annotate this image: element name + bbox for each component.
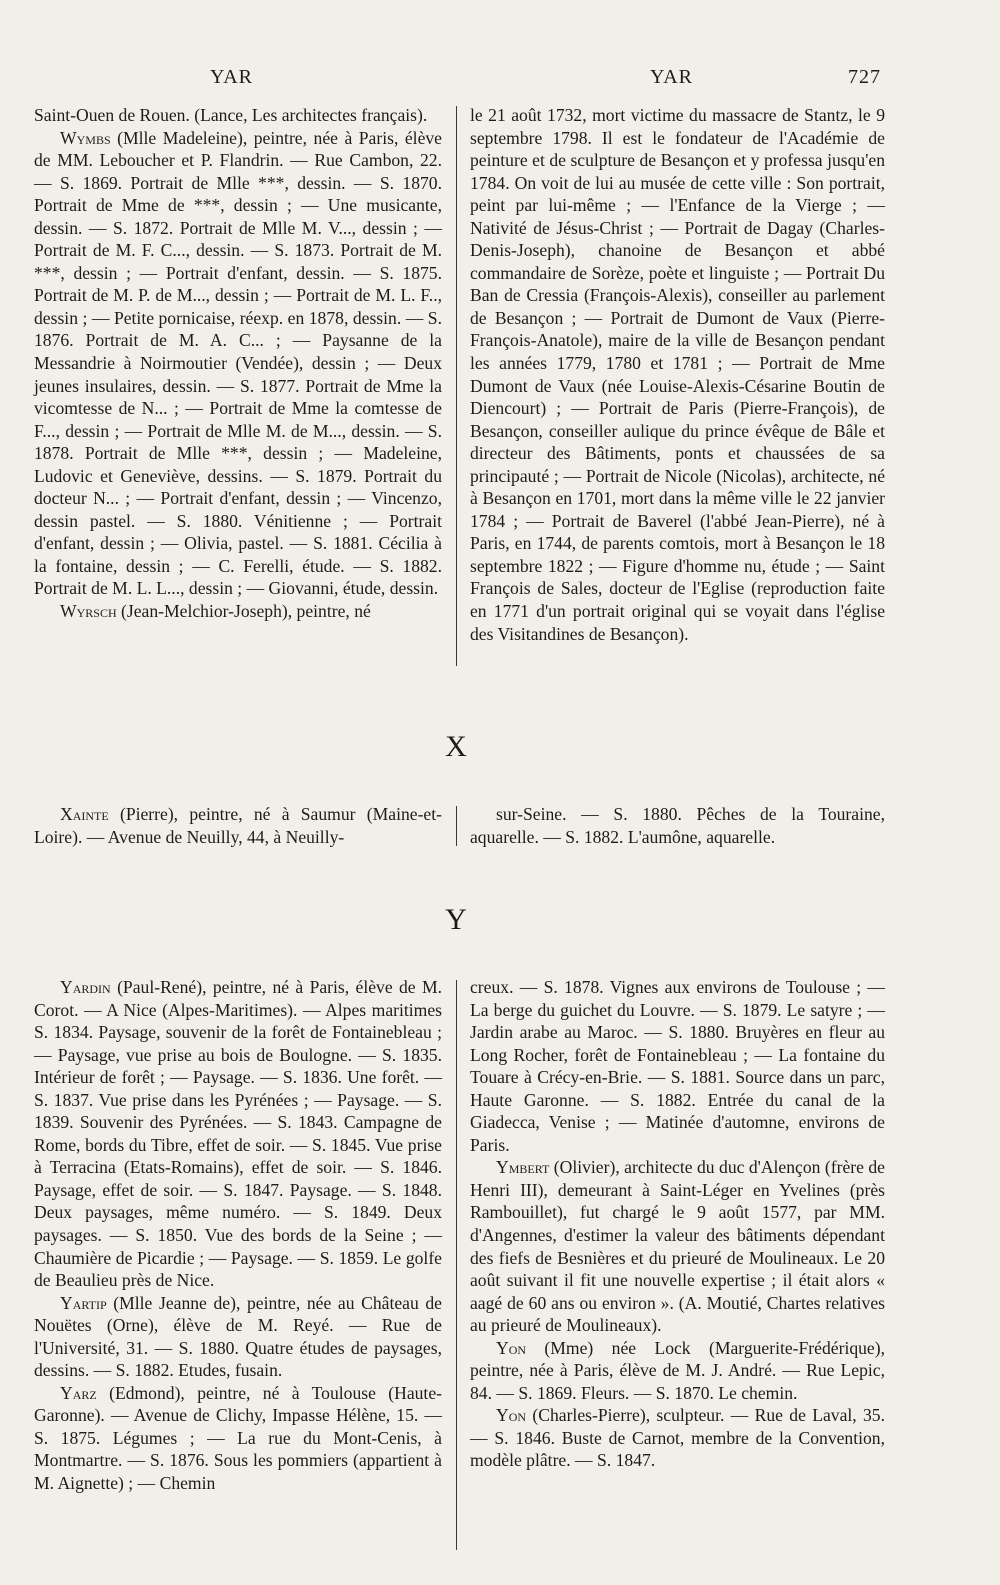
entry-name: Wymbs [60,127,111,148]
entry-name: Yarz [60,1382,97,1403]
column-divider-top [456,106,457,666]
entry-paragraph [470,1337,885,1405]
entry-text: le 21 août 1732, mort victime du massacre de Stantz, le 9 septembre 1798. Il est le fondateur de l'Académie de peinture et de sculpture de Besançon et y professa jusqu'en 1784. On voit de lui au musée de cette ville : Son portrait, peint par lui-même ; — l'Enfance de la Vierge ; — Nativité de Jésus-Christ ; — Portrait de Dagay (Charles-Denis-Joseph), chanoine de Besançon et abbé commandaire de Sorèze, poète et linguiste ; — Portrait Du Ban de Cressia (François-Alexis), conseiller au parlement de Besançon ; — Portrait de Dumont de Vaux (Pierre-François-Anatole), maire de la ville de Besançon pendant les années 1779, 1780 et 1781 ; — Portrait de Mme Dumont de Vaux (née Louise-Alexis-Césarine Boutin de Diencourt) ; — Portrait de Paris (Pierre-François), de Besançon, conseiller aulique du prince évêque de Bâle et directeur des Bâtiments, ponts et chaussées de sa principauté ; — Portrait de Nicole (Nicolas), architecte, né à Besançon en 1701, mort dans la même ville le 22 janvier 1784 ; — Portrait de Baverel (l'abbé Jean-Pierre), né à Paris, en 1744, de parents comtois, mort à Besançon le 18 septembre 1822 ; — Figure d'homme nu, étude ; — Saint François de Sales, docteur de l'Eglise (reproduction faite en 1771 d'un portrait original qui se voyait dans l'église des Visitandines de Besançon). [470,105,885,644]
entry-paragraph [34,104,442,127]
entry-text: (Paul-René), peintre, né à Paris, élève de M. Corot. — A Nice (Alpes-Maritimes). — Alpes maritimes S. 1834. Paysage, souvenir de la forêt de Fontainebleau ; — Paysage, vue prise au bois de Boulogne. — S. 1835. Intérieur de forêt ; — Paysage. — S. 1836. Une forêt. — S. 1837. Vue prise dans les Pyrénées ; — Paysage. — S. 1839. Souvenir des Pyrénées. — S. 1843. Campagne de Rome, bords du Tibre, effet de soir. — S. 1845. Vue prise à Terracina (Etats-Romains), effet de soir. — S. 1846. Paysage, effet de soir. — S. 1847. Paysage. — S. 1848. Deux paysages, même numéro. — S. 1849. Deux paysages. — S. 1850. Vue des bords de la Seine ; — Chaumière de Picardie ; — Paysage. — S. 1859. Le golfe de Beaulieu près de Nice. [34,977,442,1291]
entry-text: (Mlle Jeanne de), peintre, née au Château de Nouëtes (Orne), élève de M. Reyé. — Rue de l'Université, 31. — S. 1880. Quatre études de paysages, dessins. — S. 1882. Etudes, fusain. [34,1292,442,1381]
entry-text: creux. — S. 1878. Vignes aux environs de Toulouse ; — La berge du guichet du Louvre. — S. 1879. Le satyre ; — Jardin arabe au Maroc. — S. 1880. Bruyères en fleur au Long Rocher, forêt de Fontainebleau ; — La fontaine du Touare à Crécy-en-Brie. — S. 1881. Source dans un parc, Haute Garonne. — S. 1882. Entrée du canal de la Giadecca, Venise ; — Matinée d'automne, environs de Paris. [470,977,885,1155]
entry-paragraph [470,1404,885,1472]
entry-paragraph [34,600,442,623]
running-header-left: YAR [210,66,254,88]
entry-text: (Olivier), architecte du duc d'Alençon (frère de Henri III), demeurant à Saint-Léger en Yvelines (près Rambouillet), fut chargé le 9 août 1577, par MM. d'Angennes, d'estimer la valeur des bâtiments dépendant des fiefs de Besnières et du prieuré de Moulineaux. Le 20 août suivant il fit une nouvelle expertise ; il était alors « aagé de 60 ans ou environ ». (A. Moutié, Chartes relatives au prieuré de Moulineaux). [470,1157,885,1336]
entry-paragraph [34,1382,442,1495]
entry-paragraph [470,1156,885,1336]
page-number: 727 [848,66,881,88]
section-letter-y: Y [445,903,467,936]
entry-name: Yardin [60,977,111,997]
column-top-right [470,104,885,645]
entry-text: sur-Seine. — S. 1880. Pêches de la Touraine, aquarelle. — S. 1882. L'aumône, aquarelle. [470,804,885,847]
entry-text: (Charles-Pierre), sculpteur. — Rue de Laval, 35. — S. 1846. Buste de Carnot, membre de la Convention, modèle plâtre. — S. 1847. [470,1405,885,1471]
entry-paragraph [470,976,885,1156]
column-x-right [470,803,885,848]
column-x-left [34,803,442,848]
entry-paragraph [34,976,442,1292]
entry-name: Xainte [60,804,109,824]
entry-text: Saint-Ouen de Rouen. (Lance, Les architectes français). [34,105,428,125]
column-bottom-left [34,976,442,1495]
entry-text: (Mlle Madeleine), peintre, née à Paris, élève de MM. Leboucher et P. Flandrin. — Rue Cambon, 22. — S. 1869. Portrait de Mlle ***, dessin. — S. 1870. Portrait de Mme de ***, dessin ; — Une musicante, dessin. — S. 1872. Portrait de Mlle M. V..., dessin ; — Portrait de M. F. C..., dessin. — S. 1873. Portrait de M. ***, dessin ; — Portrait d'enfant, dessin. — S. 1875. Portrait de M. P. de M..., dessin ; — Portrait de M. L. F.., dessin ; — Petite pornicaise, réexp. en 1878, dessin. — S. 1876. Portrait de M. A. C... ; — Paysanne de la Messandrie à Noirmoutier (Vendée), dessin ; — Deux jeunes insulaires, dessin. — S. 1877. Portrait de Mme la vicomtesse de N... ; — Portrait de Mme la comtesse de F..., dessin ; — Portrait de Mlle M. de M..., dessin. — S. 1878. Portrait de Mlle ***, dessin ; — Madeleine, Ludovic et Geneviève, dessins. — S. 1879. Portrait du docteur N... ; — Portrait d'enfant, dessin ; — Vincenzo, dessin pastel. — S. 1880. Vénitienne ; — Portrait d'enfant, dessin ; — Olivia, pastel. — S. 1881. Cécilia à la fontaine, dessin ; — C. Ferelli, étude. — S. 1882. Portrait de M. L. L..., dessin ; — Giovanni, étude, dessin. [34,127,442,599]
running-header-right: YAR [650,66,694,88]
entry-paragraph [34,1292,442,1382]
entry-paragraph [34,127,442,600]
entry-text: (Edmond), peintre, né à Toulouse (Haute-Garonne). — Avenue de Clichy, Impasse Hélène, 15. — S. 1875. Légumes ; — La rue du Mont-Cenis, à Montmartre. — S. 1876. Sous les pommiers (appartient à M. Aignette) ; — Chemin [34,1382,442,1494]
entry-paragraph [34,803,442,848]
column-divider-bottom [456,980,457,1550]
entry-text: (Jean-Melchior-Joseph), peintre, né [116,601,371,622]
section-letter-x: X [445,730,467,763]
column-divider-x [456,806,457,846]
entry-name: Ymbert [496,1157,550,1178]
entry-name: Yon [496,1405,527,1426]
entry-paragraph [470,104,885,645]
entry-name: Yon [496,1337,527,1358]
entry-text: (Pierre), peintre, né à Saumur (Maine-et-Loire). — Avenue de Neuilly, 44, à Neuilly- [34,804,442,847]
entry-text: (Mme) née Lock (Marguerite-Frédérique), peintre, née à Paris, élève de M. J. André. — Rue Lepic, 84. — S. 1869. Fleurs. — S. 1870. Le chemin. [470,1337,885,1403]
entry-name: Wyrsch [60,601,117,622]
column-top-left [34,104,442,623]
column-bottom-right [470,976,885,1472]
entry-paragraph [470,803,885,848]
entry-name: Yartip [60,1292,107,1313]
